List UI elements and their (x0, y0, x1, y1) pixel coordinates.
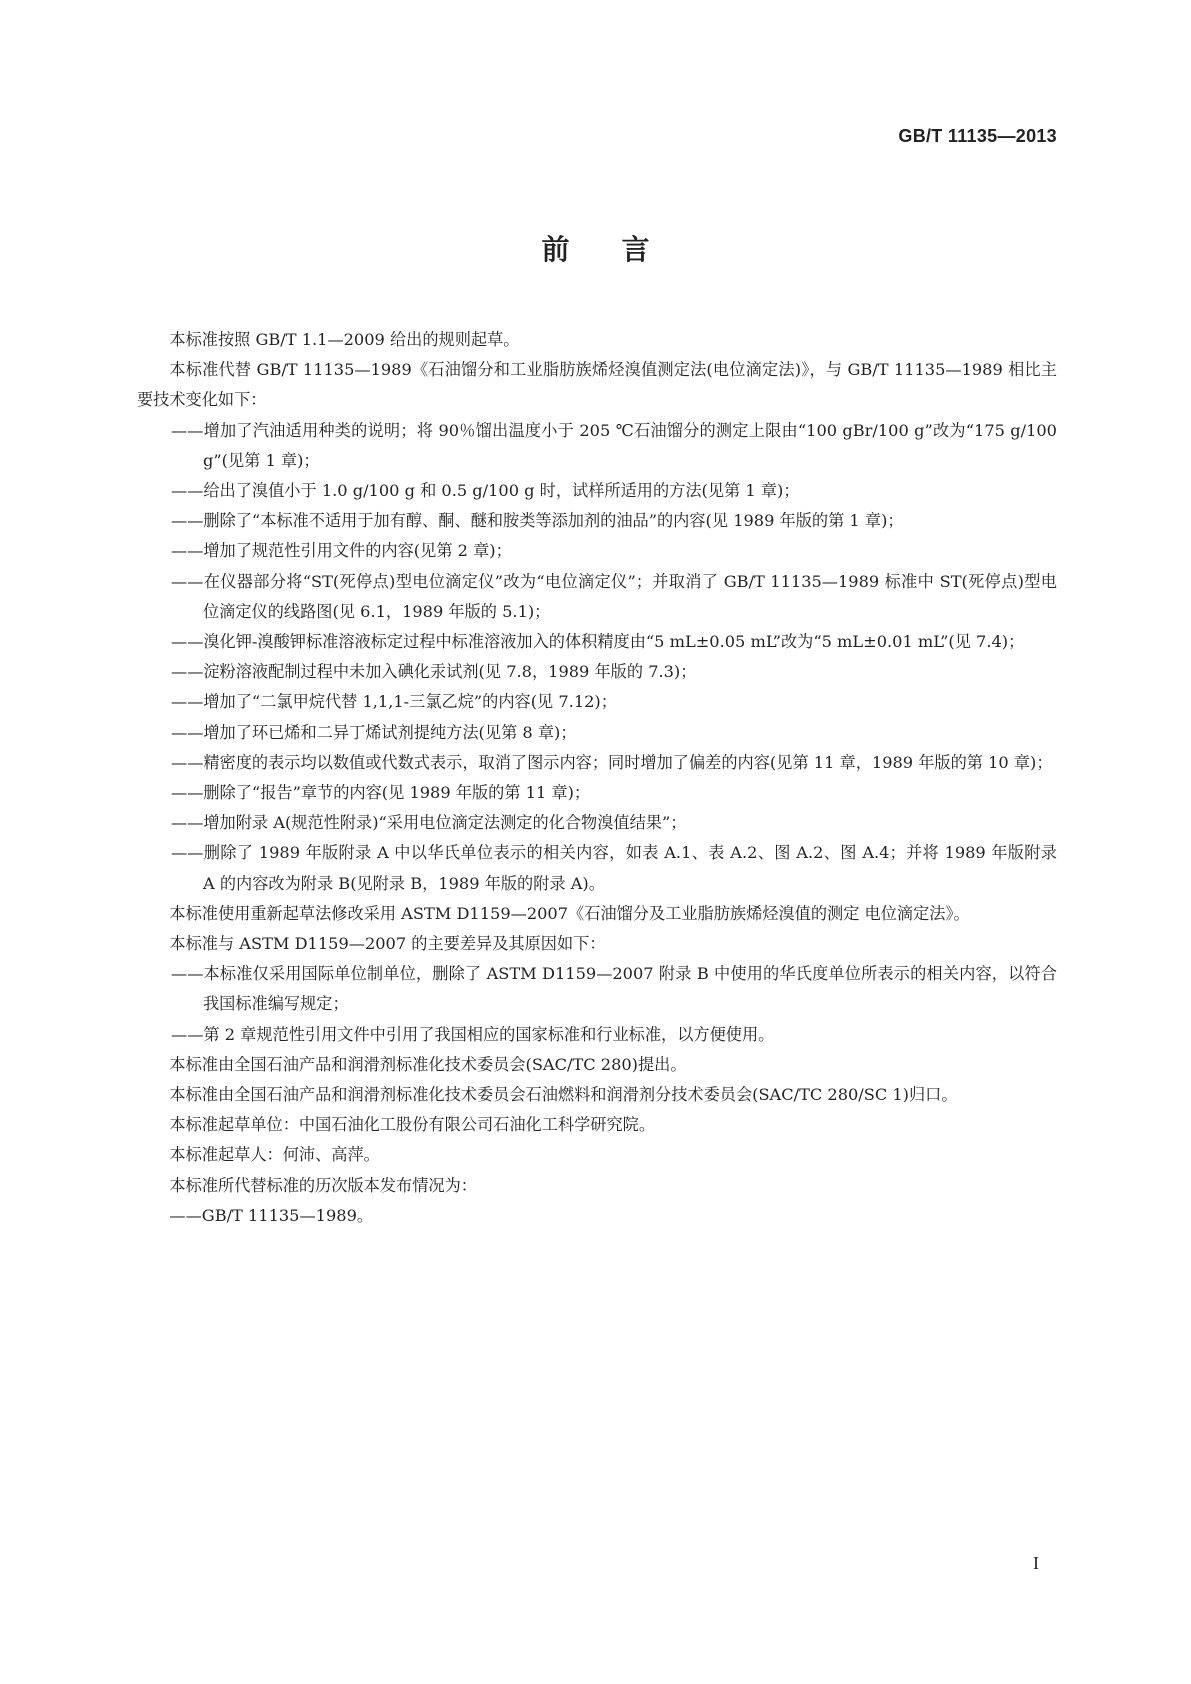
list-item: ——给出了溴值小于 1.0 g/100 g 和 0.5 g/100 g 时，试样所适用的方法(见第 1 章)； (171, 481, 800, 501)
paragraph: 本标准起草单位：中国石油化工股份有限公司石油化工科学研究院。 (169, 1115, 656, 1135)
list-item: ——本标准仅采用国际单位制单位，删除了 ASTM D1159—2007 附录 B 中使用的华氏度单位所表示的相关内容，以符合我国标准编写规定； (171, 964, 1057, 1014)
paragraph: 本标准由全国石油产品和润滑剂标准化技术委员会(SAC/TC 280)提出。 (169, 1054, 687, 1074)
paragraph: 本标准由全国石油产品和润滑剂标准化技术委员会石油燃料和润滑剂分技术委员会(SAC/TC 280/SC 1)归口。 (169, 1085, 958, 1105)
list-item: ——在仪器部分将“ST(死停点)型电位滴定仪”改为“电位滴定仪”；并取消了 GB/T 11135—1989 标准中 ST(死停点)型电位滴定仪的线路图(见 6.1，1989 年版的 5.1)； (171, 571, 1057, 621)
list-item: ——删除了“报告”章节的内容(见 1989 年版的第 11 章)； (171, 783, 591, 803)
paragraph: 本标准起草人：何沛、高萍。 (169, 1145, 380, 1165)
paragraph: 本标准使用重新起草法修改采用 ASTM D1159—2007《石油馏分及工业脂肪族烯烃溴值的测定 电位滴定法》。 (169, 903, 970, 923)
list-item: ——删除了“本标准不适用于加有醇、酮、醚和胺类等添加剂的油品”的内容(见 1989 年版的第 1 章)； (171, 511, 904, 531)
list-item: ——精密度的表示均以数值或代数式表示，取消了图示内容；同时增加了偏差的内容(见第 11 章，1989 年版的第 10 章)； (171, 752, 1053, 772)
list-item: ——溴化钾-溴酸钾标准溶液标定过程中标准溶液加入的体积精度由“5 mL±0.05 mL”改为“5 mL±0.01 mL”(见 7.4)； (171, 632, 1025, 652)
list-item: ——删除了 1989 年版附录 A 中以华氏单位表示的相关内容，如表 A.1、表 A.2、图 A.2、图 A.4；并将 1989 年版附录 A 的内容改为附录 B(见附录 B，1989 年版的附录 A)。 (171, 843, 1057, 893)
paragraph: ——GB/T 11135—1989。 (169, 1205, 374, 1225)
page-title: 前言 (541, 233, 702, 266)
preface-body (137, 325, 1057, 1231)
list-item: ——增加了环已烯和二异丁烯试剂提纯方法(见第 8 章)； (171, 722, 577, 742)
list-item: ——增加附录 A(规范性附录)“采用电位滴定法测定的化合物溴值结果”； (171, 813, 687, 833)
list-item: ——增加了汽油适用种类的说明；将 90％馏出温度小于 205 ℃石油馏分的测定上限由“100 gBr/100 g”改为“175 g/100 g”(见第 1 章)； (171, 420, 1057, 470)
paragraph: 本标准所代替标准的历次版本发布情况为： (169, 1175, 477, 1195)
standard-code: GB/T 11135—2013 (898, 126, 1057, 146)
list-item: ——淀粉溶液配制过程中未加入碘化汞试剂(见 7.8，1989 年版的 7.3)； (171, 662, 697, 682)
paragraph: 本标准按照 GB/T 1.1—2009 给出的规则起草。 (169, 330, 520, 349)
list-item: ——增加了“二氯甲烷代替 1,1,1-三氯乙烷”的内容(见 7.12)； (171, 692, 617, 712)
page-number: I (1033, 1553, 1039, 1573)
list-item: ——增加了规范性引用文件的内容(见第 2 章)； (171, 541, 512, 561)
list-item: ——第 2 章规范性引用文件中引用了我国相应的国家标准和行业标准，以方便使用。 (171, 1024, 775, 1044)
paragraph: 本标准与 ASTM D1159—2007 的主要差异及其原因如下： (169, 934, 606, 954)
paragraph: 本标准代替 GB/T 11135—1989《石油馏分和工业脂肪族烯烃溴值测定法(电位滴定法)》，与 GB/T 11135—1989 相比主要技术变化如下： (137, 360, 1057, 410)
